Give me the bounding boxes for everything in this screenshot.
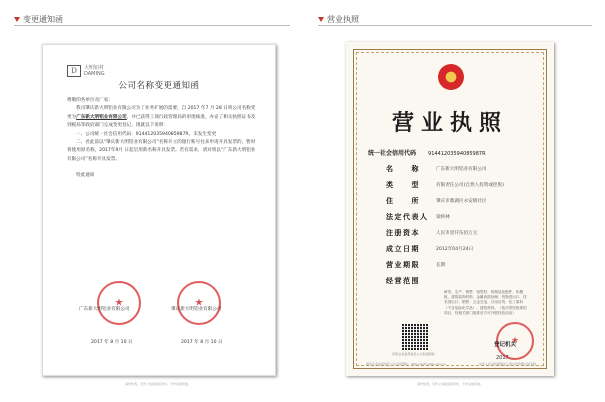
- triangle-marker-icon: [14, 17, 20, 22]
- credit-code-value: 91441203594085987R: [428, 151, 486, 157]
- registration-year: 2017: [496, 355, 509, 361]
- license-row-legal-rep: 法定代表人 梁桥林: [386, 212, 450, 221]
- section-label-text: 变更通知函: [23, 15, 63, 24]
- letter-body: [67, 97, 257, 181]
- license-row-established: 成立日期 2012年04月24日: [386, 244, 474, 253]
- letter-date-right: 2017 年 8 月 10 日: [181, 340, 223, 345]
- business-scope-text: 研发、生产、销售：铝型材、铝制品及配件、铝模板，建筑装饰材料；金属表面处理；货物进出口、技术进出口；销售：五金交电、日用百货、化工原料（不含危险化学品）、建筑材料。（依法须经批准的项目，经相关部门批准后方可开展经营活动）: [444, 290, 527, 315]
- signatory-new-company: 广东新大明铝业有限公司: [79, 307, 130, 312]
- logo-text-en: DAMING: [84, 71, 105, 77]
- qr-code-icon: [402, 324, 428, 350]
- company-seal-icon: ★: [97, 281, 141, 325]
- letter-footer-note: 请作知悉，可作上班前阅览资料，不作其他用途。: [124, 382, 191, 386]
- license-row-term: 营业期限 长期: [386, 260, 446, 269]
- credit-code-row: [368, 148, 486, 157]
- company-logo: [67, 65, 105, 77]
- letter-item-2: 二、君此前以“肇庆新大明铝业有限公司”名称开立的银行账号往来申请开具发票的，暂时将使用原名称，2017年9月 日起启用新名称开具发票。若有需求，请对将以“广东新大明铝业有限公司”名称开具发票。: [67, 140, 256, 162]
- national-emblem-icon: [438, 64, 464, 90]
- logo-mark-icon: D: [67, 65, 81, 77]
- change-notice-letter: [42, 44, 276, 376]
- license-title: 营业执照: [391, 110, 508, 136]
- license-row-name: 名 称 广东新大明铝业有限公司: [386, 164, 487, 173]
- section-divider: [14, 25, 290, 26]
- license-footer-left: 国家企业信用信息公示系统网址：http://gsxt.gdgs.gov.cn: [366, 362, 446, 366]
- registration-authority: 登记机关: [494, 342, 517, 348]
- registration-seal-icon: ★: [496, 322, 534, 360]
- company-seal-icon: ★: [177, 281, 221, 325]
- license-row-address: 住 所 肇庆市鼎湖区永安镇社区: [386, 196, 487, 205]
- section-label-text: 营业执照: [327, 15, 359, 24]
- license-row-type: 类 型 有限责任公司(自然人投资或控股): [386, 180, 504, 189]
- triangle-marker-icon: [318, 17, 324, 22]
- letter-greeting: 尊敬的各单位及厂家：: [67, 98, 113, 103]
- logo-text-cn: 大明铝材: [84, 65, 105, 71]
- license-bottom-note: 请作知悉，可作上班前阅览资料，不作其他用途。: [416, 382, 483, 386]
- letter-closing: 特此通知: [76, 173, 95, 179]
- signatory-old-company: 肇庆新大明铝业有限公司: [171, 307, 222, 312]
- letter-date-left: 2017 年 8 月 10 日: [91, 340, 133, 345]
- section-label-change-notice: [14, 14, 63, 25]
- section-divider: [318, 25, 592, 26]
- section-label-business-license: [318, 14, 359, 25]
- license-row-scope: 经营范围: [386, 276, 420, 285]
- license-row-capital: 注册资本 人民币壹仟伍佰万元: [386, 228, 478, 237]
- letter-item-1: 一、公司统一社会信用代码：91441203594085987R，未发生变更: [76, 131, 217, 137]
- qr-caption: 国家企业信用信息公示系统网址：: [392, 352, 438, 356]
- business-license: [346, 42, 554, 376]
- credit-code-label: 统一社会信用代码: [368, 150, 417, 157]
- license-footer-right: 中华人民共和国国家工商行政管理总局监制: [478, 362, 536, 366]
- new-company-name: 广东新大明铝业有限公司: [76, 114, 127, 120]
- letter-title: 公司名称变更通知函: [118, 81, 200, 91]
- letter-paragraph: 我司肇庆新大明铝业有限公司为了业务扩展的需要，自 2017 年7 月 28 日将公司名称变更为广东新大明铝业有限公司，并已获得工商行政管理局的审批核准，办妥了相关执照证书及到税局等政府部门完成变更登记，现就以下说明：: [67, 106, 256, 129]
- license-frame: [353, 49, 547, 369]
